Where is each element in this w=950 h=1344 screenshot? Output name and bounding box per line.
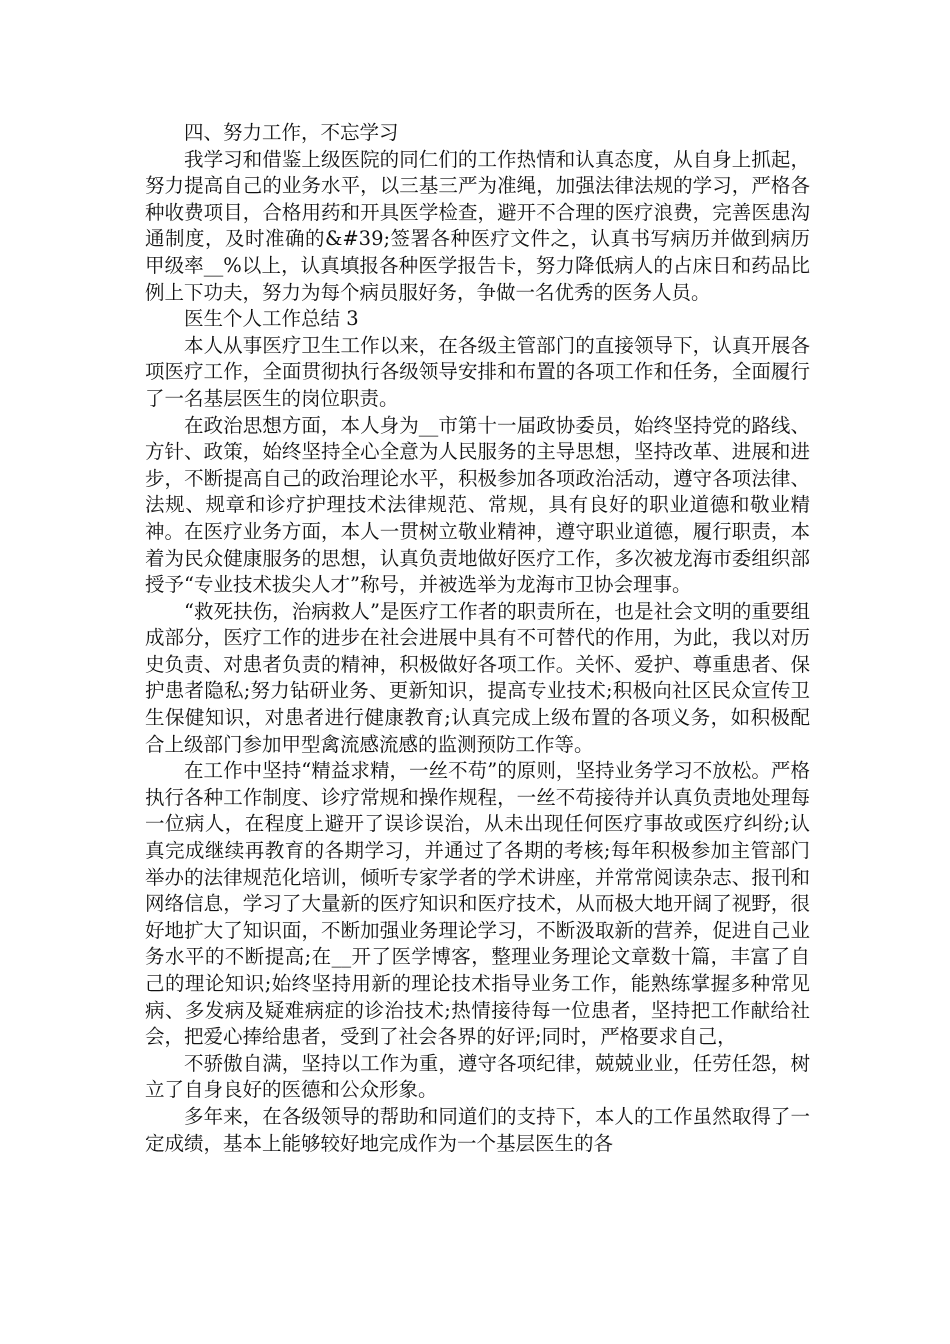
- body-paragraph: 在工作中坚持“精益求精，一丝不苟”的原则，坚持业务学习不放松。严格执行各种工作制度、诊疗常规和操作规程，一丝不苟接待并认真负责地处理每一位病人，在程度上避开了误诊误治，从未出现任何医疗事故或医疗纠纷;认真完成继续再教育的各期学习，并通过了各期的考核;每年积极参加主管部门举办的法律规范化培训，倾听专家学者的学术讲座，并常常阅读杂志、报刊和网络信息，学习了大量新的医疗知识和医疗技术，从而极大地开阔了视野，很好地扩大了知识面，不断加强业务理论学习，不断汲取新的营养，促进自己业务水平的不断提高;在__开了医学博客，整理业务理论文章数十篇，丰富了自己的理论知识;始终坚持用新的理论技术指导业务工作，能熟练掌握多种常见病、多发病及疑难病症的诊治技术;热情接待每一位患者，坚持把工作献给社会，把爱心捧给患者，受到了社会各界的好评;同时，严格要求自己，: [145, 759, 810, 1049]
- body-paragraph: “救死扶伤，治病救人”是医疗工作者的职责所在，也是社会文明的重要组成部分，医疗工作的进步在社会进展中具有不可替代的作用，为此，我以对历史负责、对患者负责的精神，积极做好各项工作。关怀、爱护、尊重患者、保护患者隐私;努力钻研业务、更新知识，提高专业技术;积极向社区民众宣传卫生保健知识，对患者进行健康教育;认真完成上级布置的各项义务，如积极配合上级部门参加甲型禽流感流感的监测预防工作等。: [145, 599, 810, 756]
- summary-title: 医生个人工作总结 3: [184, 307, 359, 331]
- body-paragraph: 多年来，在各级领导的帮助和同道们的支持下，本人的工作虽然取得了一定成绩，基本上能够较好地完成作为一个基层医生的各: [145, 1104, 810, 1155]
- body-paragraph: 在政治思想方面，本人身为__市第十一届政协委员，始终坚持党的路线、方针、政策，始终坚持全心全意为人民服务的主导思想，坚持改革、进展和进步，不断提高自己的政治理论水平，积极参加各项政治活动，遵守各项法律、法规、规章和诊疗护理技术法律规范、常规，具有良好的职业道德和敬业精神。在医疗业务方面，本人一贯树立敬业精神，遵守职业道德，履行职责，本着为民众健康服务的思想，认真负责地做好医疗工作，多次被龙海市委组织部授予“专业技术拔尖人才”称号，并被选举为龙海市卫协会理事。: [145, 413, 810, 597]
- section-heading: 四、努力工作，不忘学习: [184, 121, 399, 144]
- body-paragraph: 不骄傲自满，坚持以工作为重，遵守各项纪律，兢兢业业，任劳任怨，树立了自身良好的医德和公众形象。: [145, 1051, 810, 1102]
- body-paragraph: 本人从事医疗卫生工作以来，在各级主管部门的直接领导下，认真开展各项医疗工作，全面贯彻执行各级领导安排和布置的各项工作和任务，全面履行了一名基层医生的岗位职责。: [145, 333, 810, 410]
- document-page: [145, 120, 810, 1157]
- section-paragraph: 我学习和借鉴上级医院的同仁们的工作热情和认真态度，从自身上抓起，努力提高自己的业务水平，以三基三严为准绳，加强法律法规的学习，严格各种收费项目，合格用药和开具医学检查，避开不合理的医疗浪费，完善医患沟通制度，及时准确的&#39;签署各种医疗文件之，认真书写病历并做到病历甲级率__%以上，认真填报各种医学报告卡，努力降低病人的占床日和药品比例上下功夫，努力为每个病员服好务，争做一名优秀的医务人员。: [145, 147, 810, 304]
